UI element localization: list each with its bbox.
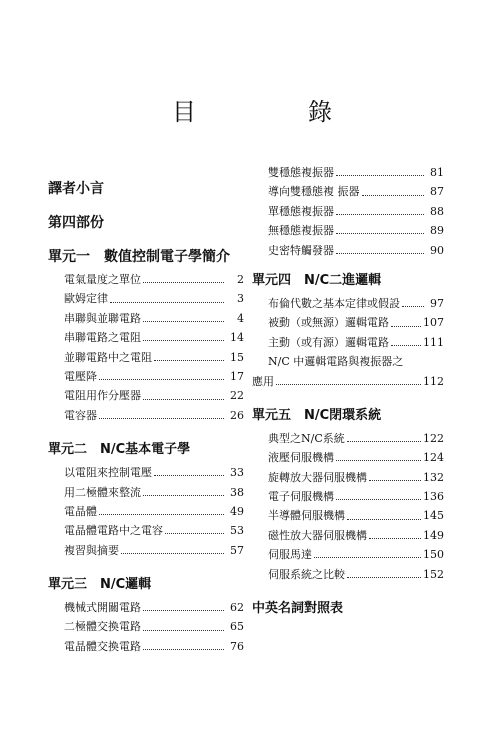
toc-list-unit-4 xyxy=(252,294,444,352)
toc-entry-page: 15 xyxy=(230,350,244,364)
toc-entry[interactable] xyxy=(252,545,444,564)
toc-entry-page: 65 xyxy=(230,620,244,634)
toc-heading-unit-5[interactable]: 單元五 N/C閉環系統 xyxy=(252,407,382,423)
toc-heading-glossary[interactable]: 中英名詞對照表 xyxy=(252,601,344,617)
toc-entry-page: 149 xyxy=(423,528,444,542)
toc-list-unit-1 xyxy=(48,270,244,425)
toc-leader-dots xyxy=(165,533,224,534)
toc-list-unit-5 xyxy=(252,429,444,584)
toc-entry-page: 53 xyxy=(230,524,244,538)
toc-entry[interactable] xyxy=(252,182,444,201)
toc-entry-title: 半導體伺服機構 xyxy=(268,509,345,523)
toc-entry-title: 電阻用作分壓器 xyxy=(64,389,141,403)
toc-entry-title: 應用 xyxy=(252,374,274,388)
toc-entry-page: 3 xyxy=(237,292,244,306)
toc-entry-page: 111 xyxy=(423,335,444,349)
toc-entry-page: 22 xyxy=(230,389,244,403)
toc-leader-dots xyxy=(369,538,421,539)
toc-entry-title: 串聯電路之電阻 xyxy=(64,331,141,345)
toc-entry[interactable] xyxy=(48,598,244,617)
toc-entry-page: 76 xyxy=(230,639,244,653)
toc-leader-dots xyxy=(110,302,224,303)
toc-entry-page: 57 xyxy=(230,543,244,557)
toc-entry[interactable] xyxy=(252,487,444,506)
toc-leader-dots xyxy=(336,233,424,234)
toc-leader-dots xyxy=(347,441,421,442)
toc-entry-title: 伺服馬達 xyxy=(268,548,312,562)
toc-entry-page: 145 xyxy=(423,509,444,523)
toc-entry-title: 電容器 xyxy=(64,408,97,422)
toc-heading-unit-4[interactable]: 單元四 N/C二進邏輯 xyxy=(252,272,382,288)
toc-leader-dots xyxy=(347,519,421,520)
toc-entry-title: 史密特觸發器 xyxy=(268,243,334,257)
toc-entry[interactable] xyxy=(252,565,444,584)
toc-leader-dots xyxy=(143,649,224,650)
toc-entry[interactable] xyxy=(48,637,244,656)
toc-entry[interactable] xyxy=(48,617,244,636)
toc-entry[interactable] xyxy=(252,448,444,467)
toc-leader-dots xyxy=(143,321,224,322)
toc-entry-title: 伺服系統之比較 xyxy=(268,567,345,581)
toc-entry-page: 89 xyxy=(430,224,444,238)
toc-entry-page: 38 xyxy=(230,485,244,499)
toc-entry[interactable] xyxy=(48,406,244,425)
toc-entry[interactable] xyxy=(252,429,444,448)
toc-entry[interactable] xyxy=(252,294,444,313)
toc-entry[interactable] xyxy=(252,241,444,260)
toc-entry-title: 用二極體來整流 xyxy=(64,485,141,499)
toc-leader-dots xyxy=(369,480,421,481)
toc-entry-title: 電晶體電路中之電容 xyxy=(64,524,163,538)
toc-entry-page: 152 xyxy=(423,567,444,581)
toc-entry-title: 機械式開關電路 xyxy=(64,601,141,615)
toc-entry[interactable] xyxy=(48,348,244,367)
toc-heading-unit-2[interactable]: 單元二 N/C基本電子學 xyxy=(48,442,191,458)
toc-right-column xyxy=(252,163,444,622)
toc-entry-page: 97 xyxy=(430,296,444,310)
toc-entry-title: 被動（或無源）邏輯電路 xyxy=(268,316,389,330)
toc-entry-title: 旋轉放大器伺服機構 xyxy=(268,470,367,484)
toc-entry[interactable] xyxy=(48,270,244,289)
toc-entry-title: 電晶體 xyxy=(64,504,97,518)
toc-leader-dots xyxy=(143,630,224,631)
toc-entry[interactable] xyxy=(252,202,444,221)
toc-entry-page: 62 xyxy=(230,601,244,615)
toc-entry[interactable] xyxy=(252,221,444,240)
toc-leader-dots xyxy=(362,195,425,196)
toc-entry-title: 典型之N/C系統 xyxy=(268,431,345,445)
toc-leader-dots xyxy=(99,418,224,419)
toc-entry-title: 液壓伺服機構 xyxy=(268,451,334,465)
toc-entry-title: 以電阻來控制電壓 xyxy=(64,466,152,480)
toc-entry[interactable] xyxy=(252,526,444,545)
toc-entry[interactable] xyxy=(252,163,444,182)
toc-entry-page: 88 xyxy=(430,204,444,218)
toc-entry-title: 雙穩態複振器 xyxy=(268,166,334,179)
toc-list-unit-2 xyxy=(48,463,244,560)
toc-entry[interactable] xyxy=(48,386,244,405)
toc-list-unit-3-continued xyxy=(252,163,444,260)
toc-entry-title: 電子伺服機構 xyxy=(268,490,334,504)
toc-heading-unit-1[interactable]: 單元一 數值控制電子學簡介 xyxy=(48,249,230,265)
toc-entry-title: 無穩態複振器 xyxy=(268,224,334,238)
toc-entry-title: 複習與摘要 xyxy=(64,543,119,557)
toc-entry-page: 122 xyxy=(423,431,444,445)
toc-entry-page: 87 xyxy=(430,185,444,199)
toc-entry-page: 4 xyxy=(237,311,244,325)
toc-leader-dots xyxy=(143,282,224,283)
toc-heading-preface[interactable]: 譯者小言 xyxy=(48,181,104,197)
toc-entry[interactable] xyxy=(48,521,244,540)
toc-leader-dots xyxy=(391,345,421,346)
toc-entry-page: 107 xyxy=(423,316,444,330)
toc-entry-title: 磁性放大器伺服機構 xyxy=(268,528,367,542)
toc-entry-title: 電晶體交換電路 xyxy=(64,639,141,653)
toc-entry-page: 90 xyxy=(430,243,444,257)
toc-list-unit-3 xyxy=(48,598,244,656)
toc-entry[interactable] xyxy=(48,483,244,502)
toc-leader-dots xyxy=(391,326,421,327)
toc-leader-dots xyxy=(121,553,224,554)
toc-leader-dots xyxy=(336,460,421,461)
toc-entry[interactable] xyxy=(252,313,444,332)
toc-entry[interactable] xyxy=(48,328,244,347)
toc-entry-multiline-first[interactable] xyxy=(252,352,444,371)
toc-entry[interactable] xyxy=(48,309,244,328)
toc-entry-title: 布倫代數之基本定律或假設 xyxy=(268,296,400,310)
toc-entry-page: 136 xyxy=(423,490,444,504)
toc-entry-title: 導向雙穩態複 振器 xyxy=(268,185,360,199)
toc-entry-title: N/C 中邏輯電路與複振器之 xyxy=(268,355,404,369)
toc-leader-dots xyxy=(336,499,421,500)
toc-entry-page: 49 xyxy=(230,504,244,518)
toc-entry-page: 2 xyxy=(237,273,244,286)
toc-leader-dots xyxy=(154,475,224,476)
toc-entry-page: 150 xyxy=(423,548,444,562)
toc-leader-dots xyxy=(154,360,224,361)
toc-leader-dots xyxy=(99,379,224,380)
toc-leader-dots xyxy=(314,557,421,558)
toc-leader-dots xyxy=(143,495,224,496)
toc-entry[interactable] xyxy=(252,506,444,525)
toc-leader-dots xyxy=(336,253,424,254)
toc-entry-page: 132 xyxy=(423,470,444,484)
toc-entry-title: 主動（或有源）邏輯電路 xyxy=(268,335,389,349)
toc-leader-dots xyxy=(143,399,224,400)
page-title: 目 錄 xyxy=(172,98,376,126)
toc-entry[interactable] xyxy=(48,502,244,521)
toc-entry[interactable] xyxy=(252,333,444,352)
toc-entry-title: 電氣量度之單位 xyxy=(64,273,141,286)
toc-entry-page: 26 xyxy=(230,408,244,422)
toc-entry-title: 歐姆定律 xyxy=(64,292,108,306)
toc-left-column xyxy=(48,176,244,656)
toc-leader-dots xyxy=(336,214,424,215)
toc-entry-title: 並聯電路中之電阻 xyxy=(64,350,152,364)
toc-entry[interactable] xyxy=(48,463,244,482)
toc-entry-page: 124 xyxy=(423,451,444,465)
toc-entry-title: 二極體交換電路 xyxy=(64,620,141,634)
toc-leader-dots xyxy=(347,577,421,578)
toc-entry-page: 112 xyxy=(423,374,444,388)
toc-entry[interactable] xyxy=(252,468,444,487)
toc-entry-multiline-second[interactable] xyxy=(252,372,444,391)
toc-entry-page: 14 xyxy=(230,331,244,345)
toc-leader-dots xyxy=(99,514,224,515)
toc-entry[interactable] xyxy=(48,289,244,308)
toc-entry-page: 17 xyxy=(230,369,244,383)
toc-leader-dots xyxy=(402,306,424,307)
toc-leader-dots xyxy=(143,610,224,611)
toc-entry-title: 串聯與並聯電路 xyxy=(64,311,141,325)
toc-entry[interactable] xyxy=(48,541,244,560)
toc-leader-dots xyxy=(143,340,224,341)
toc-heading-unit-3[interactable]: 單元三 N/C邏輯 xyxy=(48,577,152,593)
toc-heading-part[interactable]: 第四部份 xyxy=(48,215,104,231)
toc-entry-title: 單穩態複振器 xyxy=(268,204,334,218)
toc-leader-dots xyxy=(276,384,421,385)
toc-leader-dots xyxy=(336,175,424,176)
toc-entry[interactable] xyxy=(48,367,244,386)
toc-entry-page: 33 xyxy=(230,466,244,480)
toc-entry-title: 電壓降 xyxy=(64,369,97,383)
toc-entry-page: 81 xyxy=(430,166,444,179)
